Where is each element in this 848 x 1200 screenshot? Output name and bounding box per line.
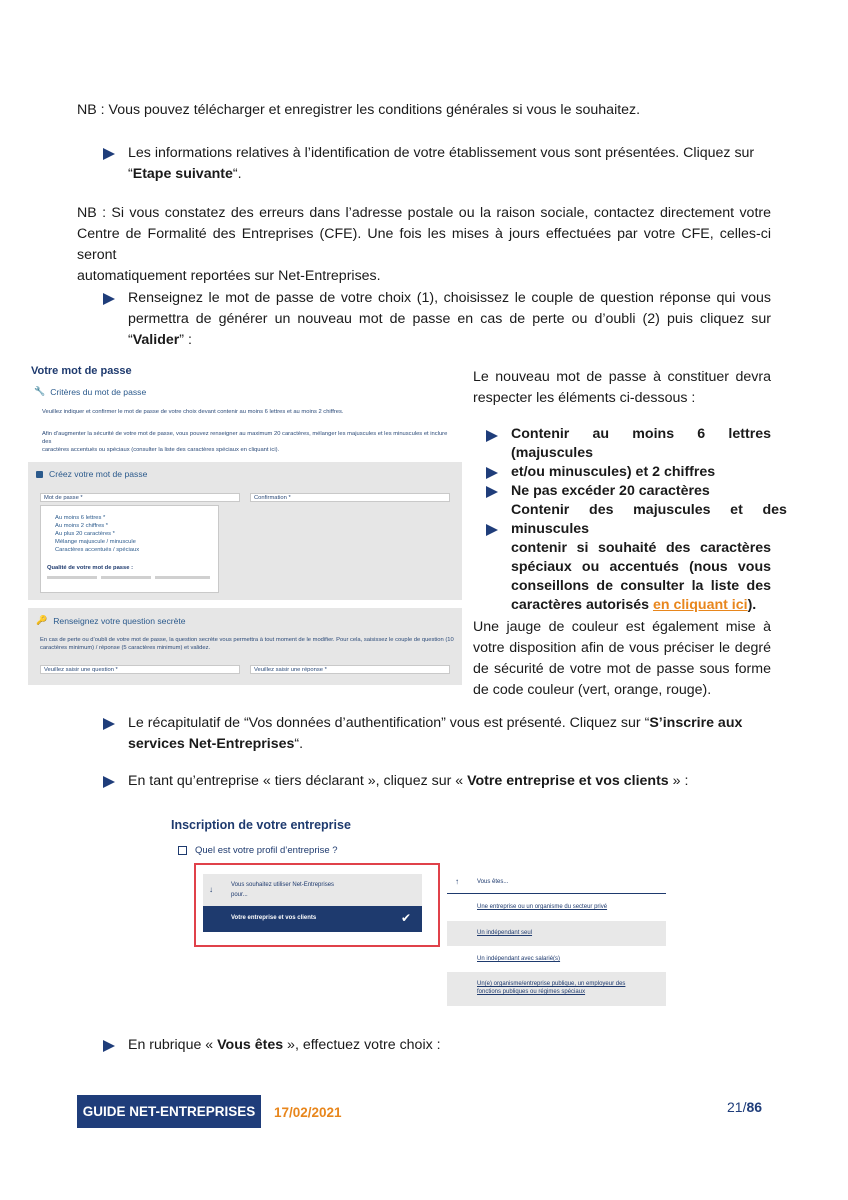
question-input[interactable]: Veuillez saisir une question *	[40, 665, 240, 674]
option-self-employed[interactable]: Un indépendant seul	[447, 921, 666, 946]
bullet-arrow-icon	[103, 718, 115, 730]
criteria-text-1: Veuillez indiquer et confirmer le mot de passe de votre choix devant contenir au moins 6 lettres et au moins 2 chiffres.	[42, 409, 344, 415]
wrench-icon: 🔧	[34, 386, 46, 396]
you-are-menu	[447, 870, 666, 1006]
option-self-employed-with-employees[interactable]: Un indépendant avec salarié(s)	[447, 946, 666, 972]
inscription-title: Inscription de votre entreprise	[171, 818, 351, 832]
you-are-header: ↑ Vous êtes...	[447, 870, 666, 894]
password-intro: Le nouveau mot de passe à constituer devra respecter les éléments ci-dessous :	[473, 369, 771, 406]
lock-icon	[36, 471, 43, 478]
bullet-paragraph-3: Le récapitulatif de “Vos données d’authentification” vous est présenté. Cliquez sur “S’inscrire aux services Net-Entreprises“.	[128, 715, 743, 752]
nb-paragraph-2: NB : Si vous constatez des erreurs dans l’adresse postale ou la raison sociale, contactez directement votre Centre de Formalité des Entreprises (CFE). Une fois les mises à jours effectuées par votre CFE, celles-ci seront automatiquement reportées sur Net-Entreprises.	[77, 205, 771, 284]
criteria-text-2: Afin d’augmenter la sécurité de votre mot de passe, vous pouvez renseigner au maximum 20 caractères, mélanger les majuscules et les minuscules et inclure des caractères accentués ou spéciaux (consulter la liste des caractères spéciaux en cliquant ici).	[42, 431, 448, 453]
option-your-company-and-clients[interactable]: Votre entreprise et vos clients ✔	[203, 906, 422, 932]
password-rules-dropdown	[40, 505, 219, 593]
rule-item: Caractères accentués / spéciaux	[55, 547, 140, 553]
valider-label: Valider	[132, 332, 180, 348]
etape-suivante-label: Etape suivante	[132, 166, 233, 182]
password-input[interactable]: Mot de passe *	[40, 493, 240, 502]
password-form-screenshot	[28, 363, 462, 685]
criteria-header: 🔧 Critères du mot de passe	[34, 386, 147, 397]
bullet-paragraph-5: En rubrique « Vous êtes », effectuez votre choix :	[128, 1037, 441, 1053]
bullet-arrow-icon	[103, 776, 115, 788]
secret-question-text: En cas de perte ou d’oubli de votre mot de passe, la question secrète vous permettra à tout moment de le modifier. Pour cela, saisissez le couple de question (10 caractères minimum) / réponse (5 caractères minimum) et validez.	[40, 637, 454, 651]
rule-item: Au moins 2 chiffres *	[55, 523, 109, 529]
footer-date: 17/02/2021	[274, 1105, 342, 1120]
footer-guide-label: GUIDE NET-ENTREPRISES	[77, 1095, 261, 1128]
rule-item: Mélange majuscule / minuscule	[55, 539, 136, 545]
arrow-down-icon: ↓	[209, 885, 213, 894]
bullet-paragraph-2: Renseignez le mot de passe de votre choix (1), choisissez le couple de question réponse qui vous permettra de générer un nouveau mot de passe en cas de perte ou d’oubli (2) puis cliquez sur “Valider” :	[128, 290, 771, 348]
nb-paragraph-1: NB : Vous pouvez télécharger et enregistrer les conditions générales si vous le souhaitez.	[77, 102, 641, 118]
bullet-arrow-icon	[103, 1040, 115, 1052]
gauge-paragraph: Une jauge de couleur est également mise à votre disposition afin de vous préciser le degré de sécurité de votre mot de passe sous forme de code couleur (vert, orange, rouge).	[473, 619, 771, 698]
checkmark-icon: ✔	[401, 911, 412, 925]
usage-box: ↓ Vous souhaitez utiliser Net-Entreprises pour...	[203, 874, 422, 906]
password-section-title: Votre mot de passe	[31, 365, 132, 377]
rule-item: Au plus 20 caractères *	[55, 531, 115, 537]
answer-input[interactable]: Veuillez saisir une réponse *	[250, 665, 450, 674]
profile-icon	[178, 846, 187, 855]
bullet-arrow-icon	[486, 486, 498, 498]
bullet-paragraph-4: En tant qu’entreprise « tiers déclarant », cliquez sur « Votre entreprise et vos clients » :	[128, 773, 689, 789]
key-icon: 🔑	[36, 615, 48, 625]
profile-question: Quel est votre profil d’entreprise ?	[195, 845, 338, 856]
create-password-panel	[28, 462, 462, 600]
quality-gauge-segment	[155, 576, 210, 579]
option-public-organisation[interactable]: Un(e) organisme/entreprise publique, un employeur des fonctions publiques ou régimes spéciaux	[447, 972, 666, 1006]
secret-question-title: Renseignez votre question secrète	[53, 615, 186, 626]
quality-gauge-segment	[47, 576, 97, 579]
quality-label: Qualité de votre mot de passe :	[47, 565, 134, 571]
profile-screenshot	[168, 813, 668, 1008]
secret-question-panel	[28, 608, 462, 685]
bullet-arrow-icon	[486, 524, 498, 536]
rule-item: Au moins 6 lettres *	[55, 515, 106, 521]
quality-gauge-segment	[101, 576, 151, 579]
bullet-arrow-icon	[486, 430, 498, 442]
option-private-company[interactable]: Une entreprise ou un organisme du secteur privé	[447, 895, 666, 921]
page-number: 21/86	[727, 1099, 763, 1115]
bullet1-text: Les informations relatives à l’identification de votre établissement vous sont présentées. Cliquez sur	[128, 145, 755, 161]
bullet-paragraph-1: Les informations relatives à l’identification de votre établissement vous sont présentées. Cliquez sur “Etape suivante“.	[128, 145, 755, 182]
bullet-arrow-icon	[103, 293, 115, 305]
bullet-arrow-icon	[486, 467, 498, 479]
create-password-title: Créez votre mot de passe	[49, 469, 148, 479]
confirm-password-input[interactable]: Confirmation *	[250, 493, 450, 502]
bullet-arrow-icon	[103, 148, 115, 160]
password-rules-list: Contenir au moins 6 lettres (majuscules et/ou minuscules) et 2 chiffres Ne pas excéder 20 caractères Contenir des majuscules et des minuscules contenir si souhaité des caractères spéciaux ou accentués (nous vous conseillons de consulter la liste des caractères autorisés en cliquant ici).	[511, 426, 787, 613]
special-characters-link[interactable]: en cliquant ici	[652, 597, 748, 613]
arrow-up-icon: ↑	[455, 877, 459, 886]
